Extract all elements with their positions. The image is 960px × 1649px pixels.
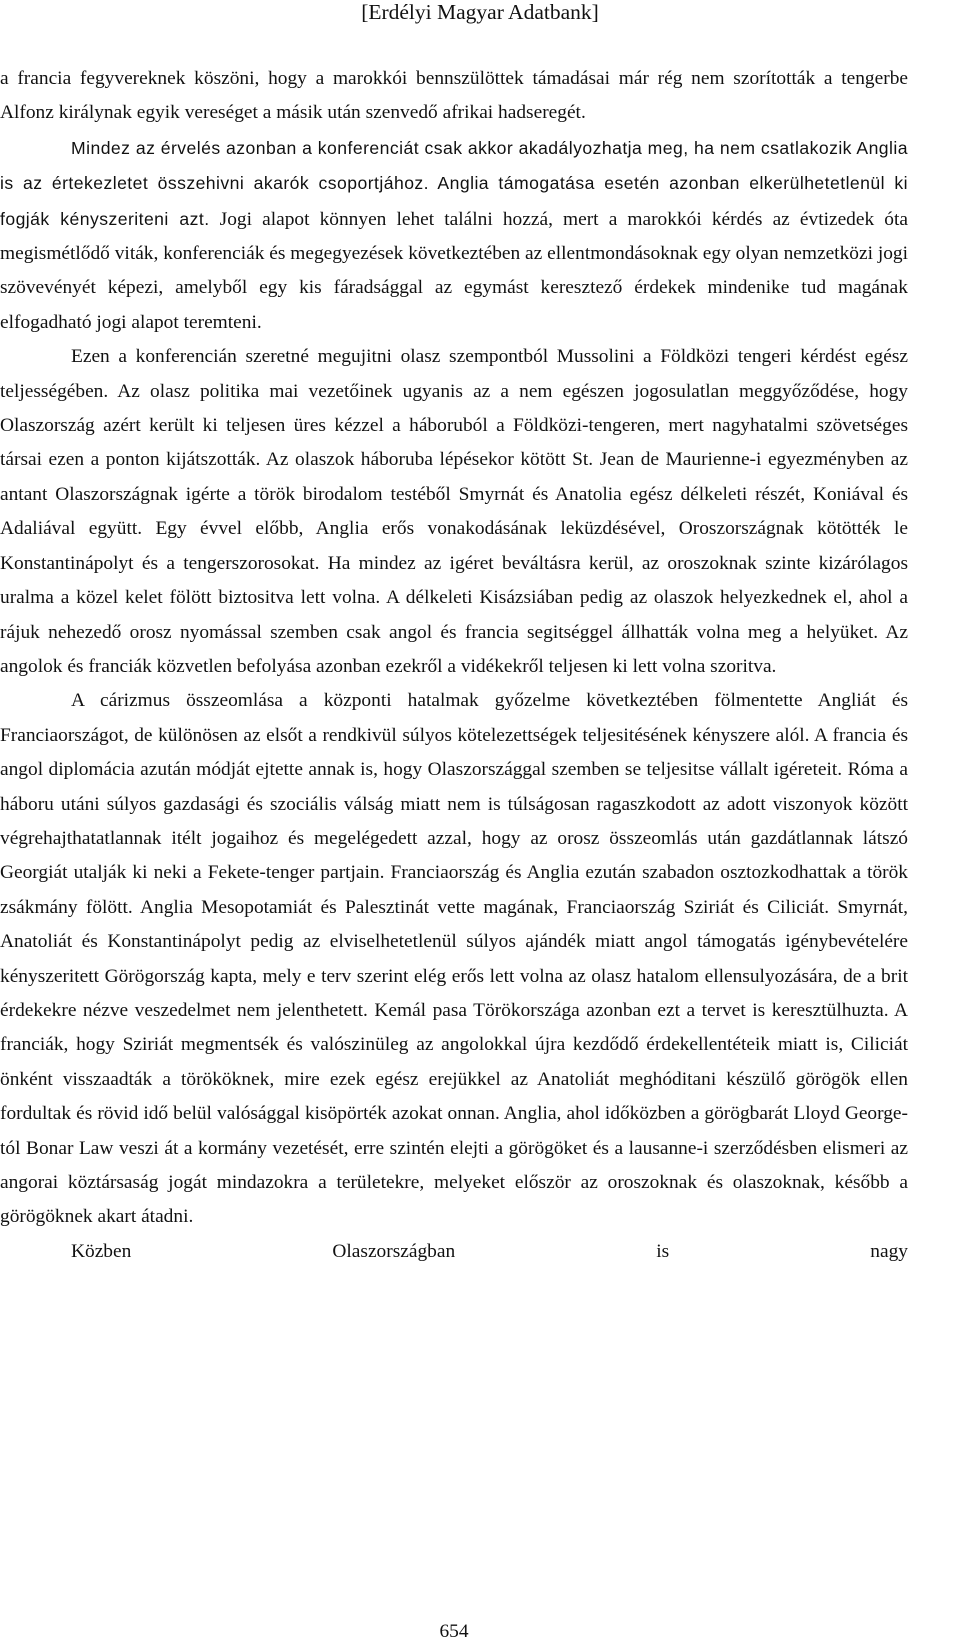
paragraph-5: Közben Olaszországban is nagy — [71, 1240, 908, 1262]
page-header — [0, 0, 960, 24]
page-number-text: 654 — [439, 1621, 469, 1642]
paragraph-2-sans-segment: Mindez az érvelés azonban a konferenciát csak akkor akadályozhatja meg, ha nem csatlakozik Anglia is az értekezletet összehivni akarók csoportjához. Anglia támogatása esetén azonban elkerülhetetlenül ki fogják kényszeriteni azt. — [0, 137, 908, 229]
paragraph-2-serif-segment: Jogi alapot könnyen lehet találni hozzá, mert a marokkói kérdés az évtizedek óta megismétlődő viták, konferenciák és megegyezések következtében az ellentmondásoknak egy olyan nemzetközi jogi szövevényét képezi, amelyből egy kis fáradsággal az egymást keresztező érdekek mindenike tud magának elfogadható jogi alapot teremteni. — [0, 208, 908, 333]
paragraph-3: Ezen a konferencián szeretné megujitni olasz szempontból Mussolini a Földközi tengeri kérdést egész teljességében. Az olasz politika mai vezetőinek ugyanis az a nem egészen jogosulatlan meggyőződése, hogy Olaszország azért került ki teljesen üres kézzel a háboruból a Földközi-tengeren, mert nagyhatalmi szövetséges társai ezen a ponton kijátszották. Az olaszok háboruba lépésekor kötött St. Jean de Maurienne-i egyezményben az antant Olaszországnak igérte a török birodalom testéből Smyrnát és Anatolia egész délkeleti részét, Koniával és Adaliával együtt. Egy évvel előbb, Anglia erős vonakodásának leküzdésével, Oroszországnak kötötték le Konstantinápolyt és a tengerszorosokat. Ha mindez az igéret beváltásra kerül, az oroszoknak szinte kizárólagos uralma a közel kelet fölött biztositva lett volna. A délkeleti Kisázsiában pedig az olaszok helyezkednek el, ahol a rájuk nehezedő orosz nyomással szemben csak angol és francia segitséggel állhatták volna meg a helyüket. Az angolok és franciák közvetlen befolyása azonban ezekről a vidékekről teljesen ki lett volna szoritva. — [0, 346, 908, 677]
paragraph-1: a francia fegyvereknek köszöni, hogy a marokkói bennszülöttek támadásai már rég nem szorították a tengerbe Alfonz királynak egyik vereséget a másik után szenvedő afrikai hadseregét. — [0, 68, 908, 124]
paragraph-4: A cárizmus összeomlása a központi hatalmak győzelme következtében fölmentette Angliát és Franciaországot, de különösen az elsőt a rendkivül súlyos kötelezettségek teljesitésének kényszere alól. A francia és angol diplomácia azután módját ejtette annak is, hogy Olaszországgal szemben se teljesitse vállalt igéreteit. Róma a háboru utáni súlyos gazdasági és szociális válság miatt nem is túlságosan ragaszkodott az adott viszonyok között végrehajthatatlannak itélt jogaihoz és megelégedett azzal, hogy az orosz összeomlás után gazdátlannak látszó Georgiát utalják ki neki a Fekete-tenger partjain. Franciaország és Anglia ezután szabadon osztozkodhattak a török zsákmány fölött. Anglia Mesopotamiát és Palesztinát vette magának, Franciaország Sziriát és Ciliciát. Smyrnát, Anatoliát és Konstantinápolyt pedig az elviselhetetlenül súlyos ajándék miatt angol támogatás igénybevételére kényszeritett Görögország kapta, mely e terv szerint elég erős lett volna az olasz hatalom ellensulyozására, de a brit érdekekre nézve veszedelmet nem jelenthetett. Kemál pasa Törökországa azonban ezt a tervet is keresztülhuzta. A franciák, hogy Sziriát megmentsék és valószinüleg az angolokkal újra kezdődő érdekellentéteik miatt is, Ciliciát önként visszaadták a törököknek, mire ezek egész erejükkel az Anatoliát meghóditani készülő görögök ellen fordultak és rövid idő belül valósággal kisöpörték azokat onnan. Anglia, ahol időközben a görögbarát Lloyd George-tól Bonar Law veszi át a kormány vezetését, erre szintén elejti a görögöket és a lausanne-i szerződésben elismeri az angorai köztársaság jogát mindazokra a területekre, melyeket először az oroszoknak és olaszoknak, később a görögöknek akart átadni. — [0, 690, 908, 1228]
page-number — [0, 1617, 908, 1647]
paragraph-2 — [0, 131, 908, 340]
header-title: [Erdélyi Magyar Adatbank] — [361, 0, 599, 24]
document-body — [0, 62, 908, 1269]
